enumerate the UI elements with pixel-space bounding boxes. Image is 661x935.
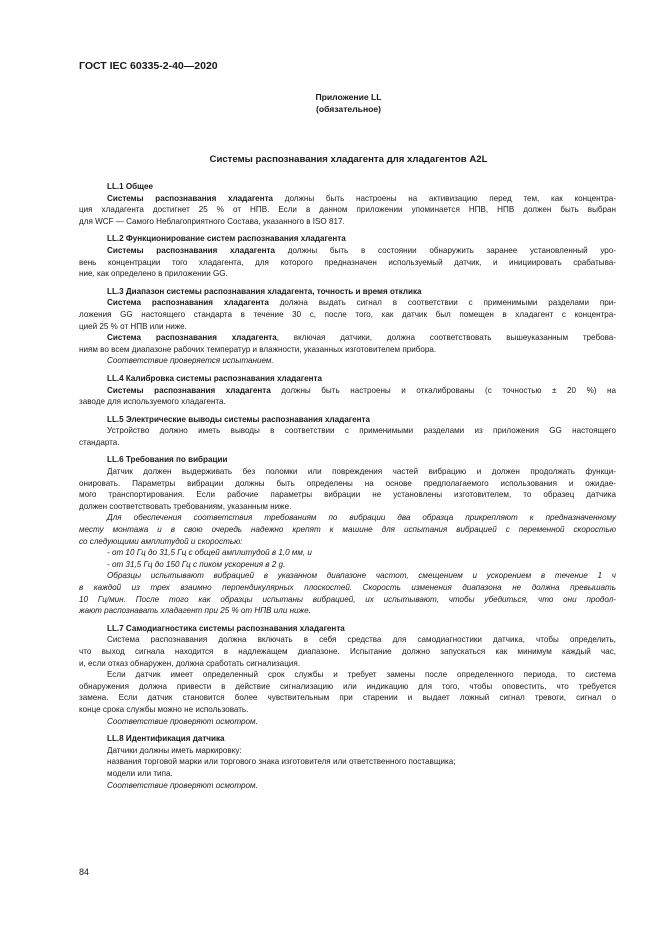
paragraph-line: со следующими амплитудой и скоростью:: [79, 536, 243, 546]
paragraph-line: Для обеспечения соответствия требованиям по вибрации два образца прикрепляют к предназначенному: [107, 513, 616, 523]
paragraph-line: ниям во всем диапазоне рабочих температур и влажности, указанных изготовителем прибора.: [79, 344, 437, 354]
list-item: модели или типа.: [107, 768, 173, 778]
heading-ll7: LL.7 Самодиагностика системы распознавания хладагента: [107, 623, 345, 633]
paragraph-line: Система распознавания хладагента должна выдать сигнал в соответствии с применимыми разделами при-: [107, 298, 616, 308]
paragraph-line: жают распознавать хладагент при 25 % от НПВ или ниже.: [79, 606, 311, 616]
bold-term: Система распознавания хладагента: [107, 333, 277, 343]
paragraph-line: и, если отказ обнаружен, должна сработать сигнализация.: [79, 658, 300, 668]
paragraph-line: заводе для используемого хладагента.: [79, 397, 226, 407]
paragraph-line: конце срока службы можно не использовать.: [79, 704, 249, 714]
paragraph-line: Если датчик имеет определенный срок службы и требует замены после определенного периода, то система: [107, 670, 616, 680]
paragraph-line: Системы распознавания хладагента должны быть настроены на активизацию перед тем, как концентра-: [107, 193, 616, 203]
list-item: названия торговой марки или торгового знака изготовителя или ответственного поставщика;: [107, 757, 456, 767]
heading-ll6: LL.6 Требования по вибрации: [107, 455, 228, 465]
paragraph-line: ция хладагента достигнет 25 % от НПВ. Если в данном приложении упоминается НПВ, НПВ должен быть выбран: [79, 205, 616, 215]
document-header: ГОСТ IEC 60335-2-40—2020: [79, 60, 218, 72]
paragraph-line: 10 Гц/мин. После того как образцы испытаны вибрацией, их испытывают, чтобы убедиться, что они продол-: [79, 594, 616, 604]
annex-status: (обязательное): [315, 103, 382, 114]
compliance-note: Соответствие проверяют осмотром.: [107, 780, 258, 790]
paragraph-line: Системы распознавания хладагента должны быть в состоянии обнаружить заранее установленный уро-: [107, 245, 616, 255]
paragraph-line: должен соответствовать требованиям, указанным ниже.: [79, 501, 292, 511]
paragraph-line: онировать. Параметры вибрации должны быть определены на основе предполагаемого использования и ожидае-: [79, 478, 616, 488]
heading-ll1: LL.1 Общее: [107, 182, 154, 191]
paragraph-line: месту монтажа и в свою очередь надежно крепят к машине для испытания вибрацией с переменной скоростью: [79, 525, 616, 535]
compliance-note: Соответствие проверяется испытанием.: [107, 356, 274, 366]
paragraph-line: что выход сигнала находится в надлежащем диапазоне. Испытание должно запускаться как минимум каждый час,: [79, 646, 616, 656]
paragraph-line: Образцы испытывают вибрацией в указанном диапазоне частот, смещением и ускорением в течение 1 ч: [107, 571, 616, 581]
list-item: - от 31,5 Гц до 150 Гц с пиком ускорения в 2 g.: [107, 559, 286, 569]
bold-term: Системы распознавания хладагента: [107, 193, 274, 203]
paragraph-line: Система распознавания хладагента, включая датчики, должна соответствовать вышеуказанным требова-: [107, 333, 616, 343]
paragraph-line: мого транспортирования. Если рабочие параметры вибрации не установлены изготовителем, то образец датчика: [79, 490, 616, 500]
heading-ll4: LL.4 Калибровка системы распознавания хладагента: [107, 373, 322, 383]
paragraph-line: Устройство должно иметь выводы в соответствии с применимыми разделами из приложения GG настоящего: [107, 426, 616, 436]
annex-label: [0, 92, 661, 115]
paragraph-line: замена. Если датчик становится более чувствительным при старении и выдает ложный сигнал тревоги, сигнал о: [79, 693, 616, 703]
paragraph-line: Датчики должны иметь маркировку:: [107, 745, 242, 755]
paragraph-line: обнаружения должна привести в действие сигнализацию или индикацию для того, чтобы оповестить, что требуется: [79, 681, 616, 691]
compliance-note: Соответствие проверяют осмотром.: [107, 716, 258, 726]
heading-ll5: LL.5 Электрические выводы системы распознавания хладагента: [107, 414, 370, 424]
paragraph-line: Датчик должен выдерживать без поломки или повреждения частей вибрацию и должен продолжать функци-: [107, 467, 616, 477]
paragraph-line: в каждой из трех взаимно перпендикулярных плоскостей. Скорость изменения диапазона не должна превышать: [79, 583, 616, 592]
page-number: 84: [79, 867, 90, 877]
paragraph-line: Система распознавания должна включать в себя средства для самодиагностики датчика, чтобы определить,: [107, 635, 616, 645]
annex-title: Приложение LL: [315, 92, 382, 102]
heading-ll3: LL.3 Диапазон системы распознавания хладагента, точность и время отклика: [107, 286, 422, 296]
list-item: - от 10 Гц до 31,5 Гц с общей амплитудой в 1,0 мм, и: [107, 548, 312, 558]
paragraph-line: для WCF — Самого Неблагоприятного Состава, указанного в ISO 817.: [79, 216, 345, 226]
bold-term: Система распознавания хладагента: [107, 298, 269, 308]
paragraph-line: цией 25 % от НПВ или ниже.: [79, 321, 187, 331]
section-title: Системы распознавания хладагента для хладагентов A2L: [209, 154, 488, 165]
document-body: [79, 178, 616, 791]
bold-term: Системы распознавания хладагента: [107, 245, 276, 255]
paragraph-line: ложения GG настоящего стандарта в течение 30 с, после того, как датчик был помещен в хладагент с концентра-: [79, 309, 616, 319]
heading-ll2: LL.2 Функционирование систем распознавания хладагента: [107, 234, 346, 244]
bold-term: Системы распознавания хладагента: [107, 385, 271, 395]
paragraph-line: ние, как определено в приложении GG.: [79, 269, 228, 279]
paragraph-line: вень концентрации того хладагента, для которого предназначен используемый датчик, и инициировать срабатыва-: [79, 257, 616, 267]
paragraph-line: стандарта.: [79, 437, 120, 447]
heading-ll8: LL.8 Идентификация датчика: [107, 734, 225, 744]
paragraph-line: Системы распознавания хладагента должны быть настроены и откалиброваны (с точностью ± 20 %) на: [107, 385, 616, 395]
